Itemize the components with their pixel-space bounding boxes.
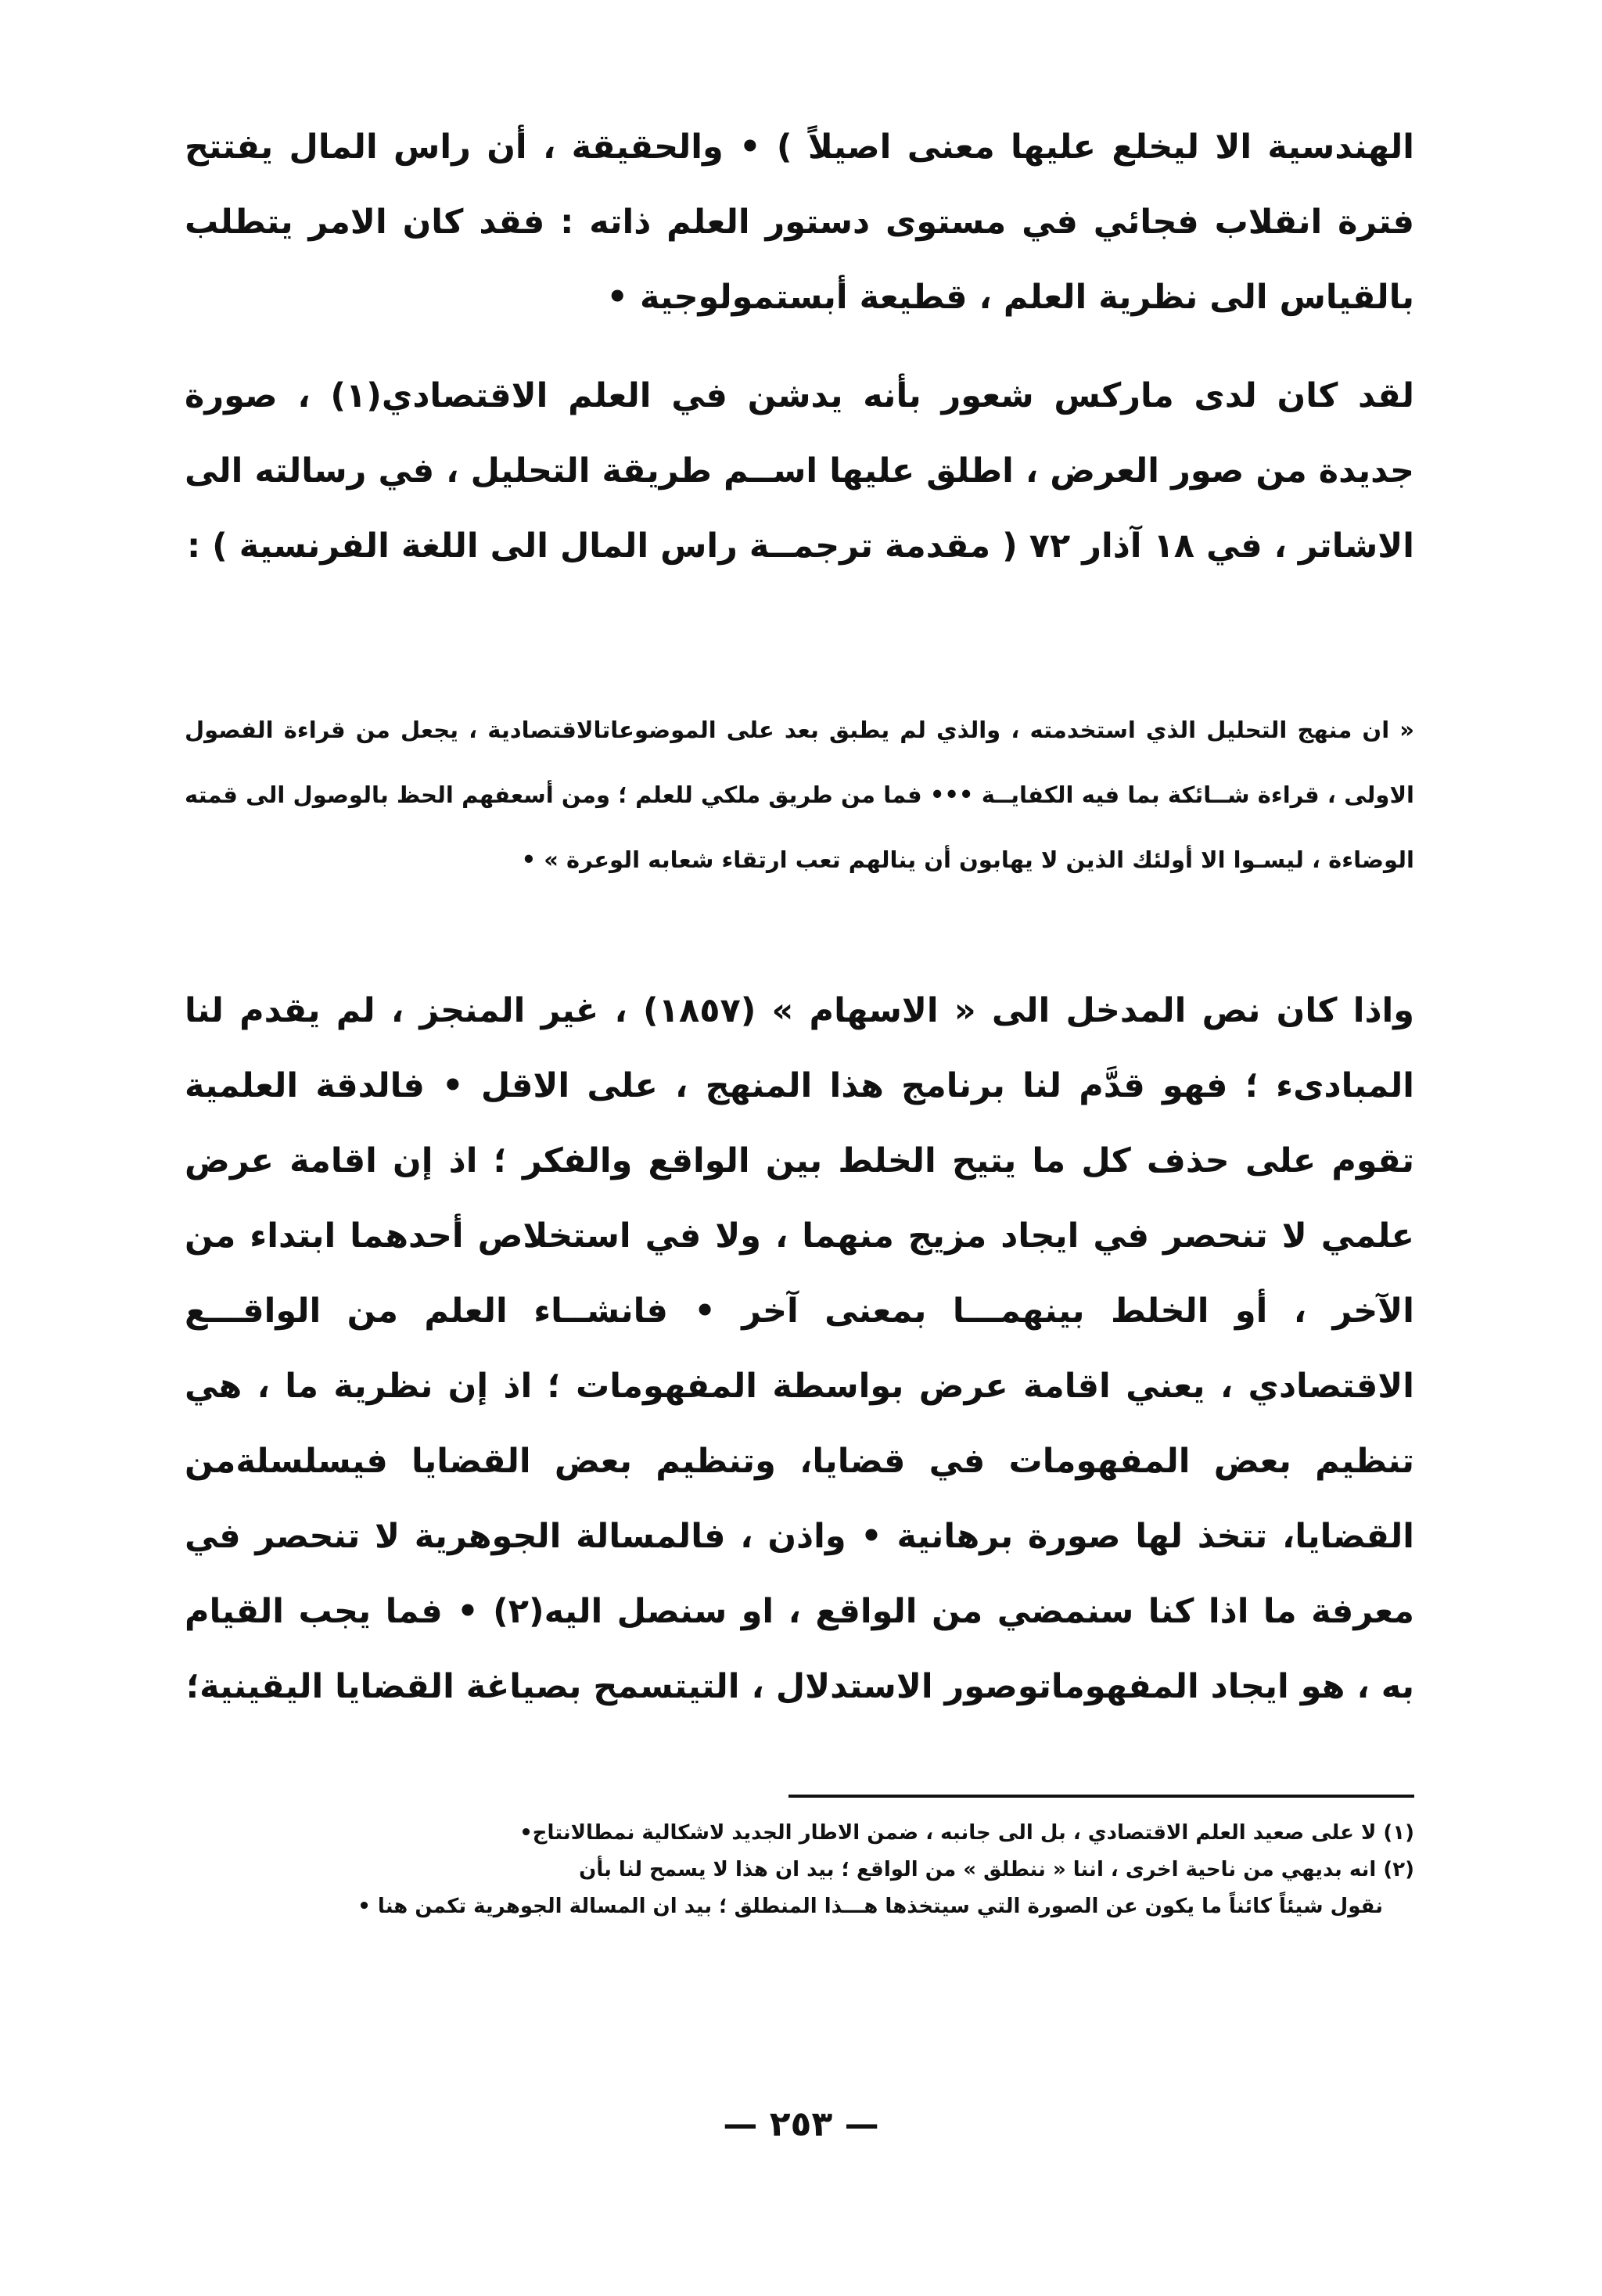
footnote-separator: [788, 1795, 1414, 1798]
body-paragraph-2: لقد كان لدى ماركس شعور بأنه يدشن في العلم الاقتصادي(١) ، صورة جديدة من صور العرض ، اطلق عليها اســم طريقة التحليل ، في رسالته الى الاشاتر ، في ١٨ آذار ٧٢ ( مقدمة ترجمــة راس المال الى اللغة الفرنسية ) :: [185, 376, 1414, 566]
footnote-2-continuation: نقول شيئاً كائناً ما يكون عن الصورة التي سيتخذها هـــذا المنطلق ؛ بيد ان المسالة الجوهرية تكمن هنا •: [357, 1895, 1383, 1918]
page-number: — ٢٥٣ —: [723, 2104, 879, 2144]
footnote-1: (١) لا على صعيد العلم الاقتصادي ، بل الى جانبه ، ضمن الاطار الجديد لاشكالية نمطالانتاج•: [519, 1821, 1414, 1845]
body-paragraph-3: واذا كان نص المدخل الى « الاسهام » (١٨٥٧) ، غير المنجز ، لم يقدم لنا المبادىء ؛ فهو قدَّم لنا برنامج هذا المنهج ، على الاقل • فالدقة العلمية تقوم على حذف كل ما يتيح الخلط بين الواقع والفكر ؛ اذ إن اقامة عرض علمي لا تنحصر في ايجاد مزيج منهما ، ولا في استخلاص أحدهما ابتداء من الآخر ، أو الخلط بينهمـــا بمعنى آخر • فانشــاء العلم من الواقـــع الاقتصادي ، يعني اقامة عرض بواسطة المفهومات ؛ اذ إن نظرية ما ، هي تنظيم بعض المفهومات في قضايا، وتنظيم بعض القضايا فيسلسلةمن القضايا، تتخذ لها صورة برهانية • واذن ، فالمسالة الجوهرية لا تنحصر في معرفة ما اذا كنا سنمضي من الواقع ، او سنصل اليه(٢) • فما يجب القيام به ، هو ايجاد المفهوماتوصور الاستدلال ، التيتسمح بصياغة القضايا اليقينية؛: [185, 991, 1414, 1706]
block-quote: « ان منهج التحليل الذي استخدمته ، والذي لم يطبق بعد على الموضوعاتالاقتصادية ، يجعل من قراءة الفصول الاولى ، قراءة شــائكة بما فيه الكفايــة ••• فما من طريق ملكي للعلم ؛ ومن أسعفهم الحظ بالوصول الى قمته الوضاءة ، ليسـوا الا أولئك الذين لا يهابون أن ينالهم تعب ارتقاء شعابه الوعرة » •: [185, 717, 1414, 873]
footnotes: [185, 1815, 1414, 1925]
body-paragraph-1: الهندسية الا ليخلع عليها معنى اصيلاً ) • والحقيقة ، أن راس المال يفتتح فترة انقلاب فجائي في مستوى دستور العلم ذاته : فقد كان الامر يتطلب بالقياس الى نظرية العلم ، قطيعة أبستمولوجية •: [185, 128, 1414, 317]
footnote-2: (٢) انه بديهي من ناحية اخرى ، اننا « ننطلق » من الواقع ؛ بيد ان هذا لا يسمح لنا بأن: [579, 1858, 1414, 1881]
